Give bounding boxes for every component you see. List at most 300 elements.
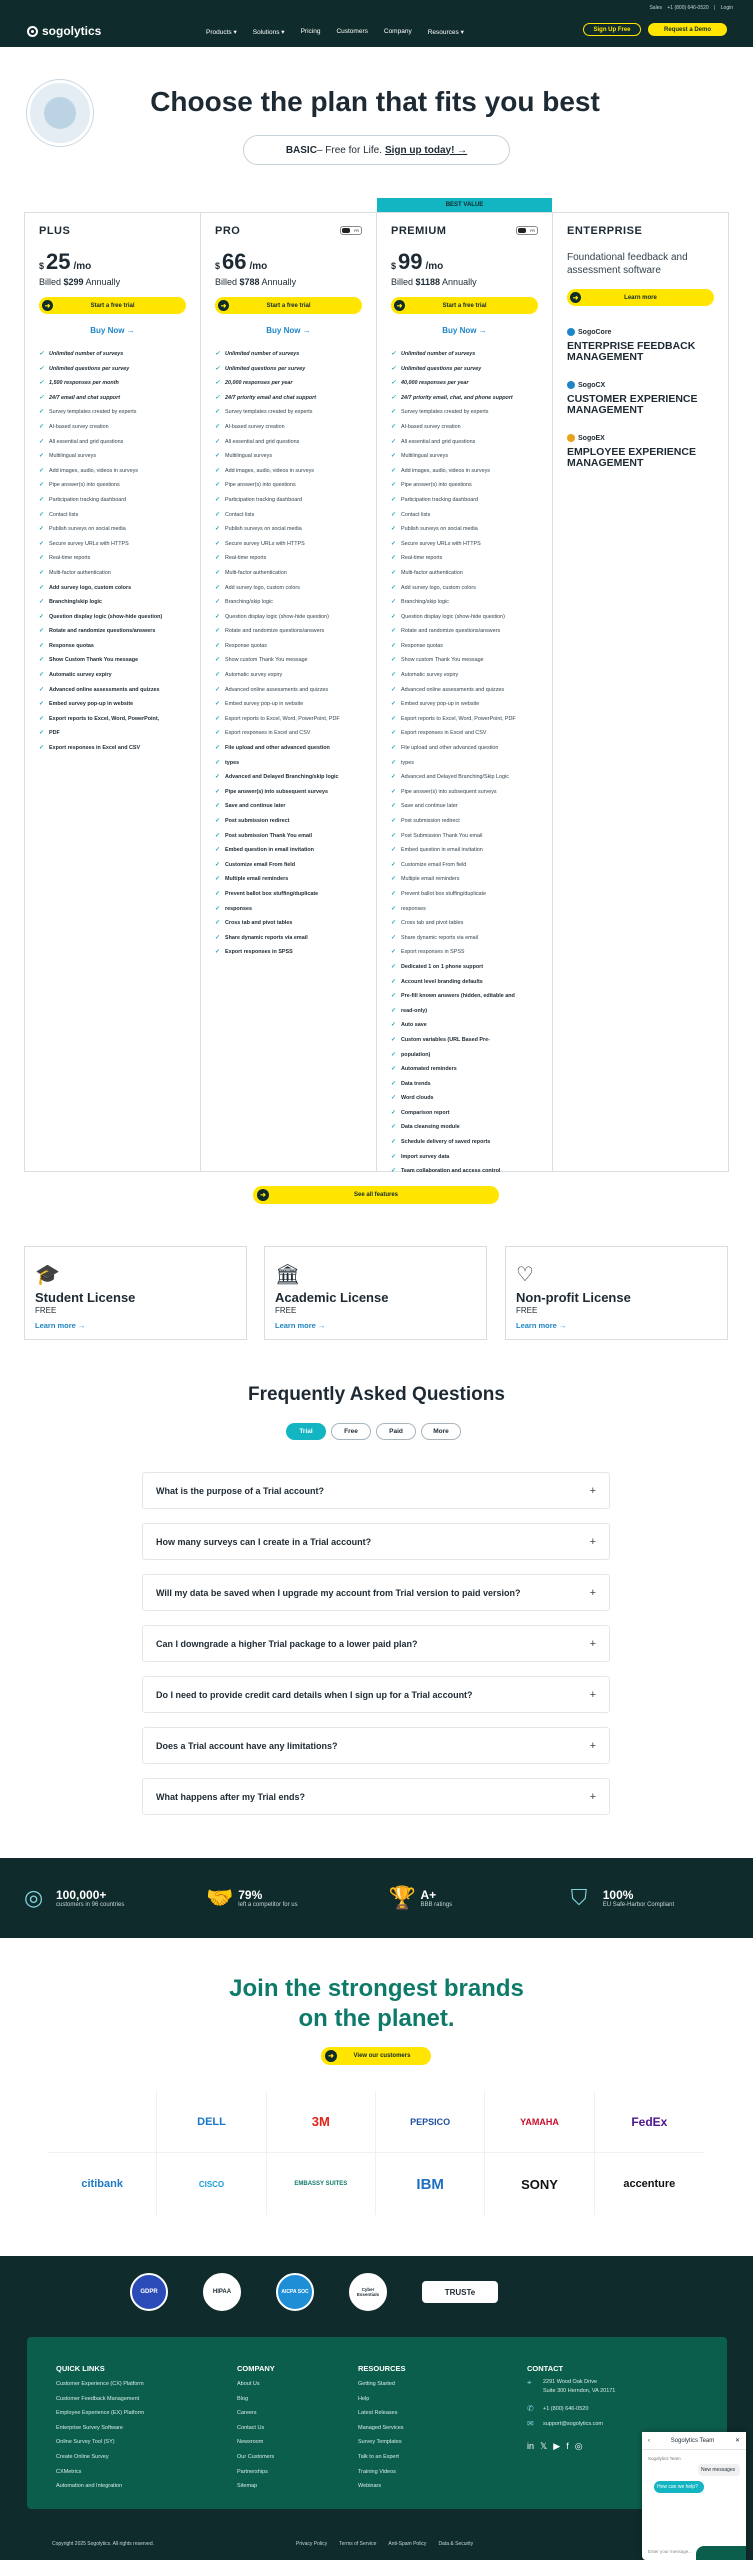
stat-rating: 🏆 A+ BBB ratings [388, 1885, 453, 1910]
feature-item: ✓ AI-based survey creation [391, 420, 538, 435]
feature-item: ✓ Multiple email reminders [215, 872, 362, 887]
footer-link[interactable]: Newsroom [237, 2439, 264, 2446]
academic-license-card[interactable]: 🏛 Academic License FREE Learn more → [264, 1246, 487, 1340]
feature-item: ✓ Contact lists [215, 508, 362, 523]
feature-item: ✓ Prevent ballot box stuffing/duplicate [215, 887, 362, 902]
pricing-table [24, 212, 729, 1175]
stat-compliance: ⛉ 100% EU Safe-Harbor Compliant [570, 1885, 675, 1910]
feature-item: ✓ Multilingual surveys [39, 449, 186, 464]
brand-logo-grid [48, 2091, 704, 2215]
shield-check-icon: ⛉ [570, 1885, 588, 1910]
feature-item: ✓ Response quotas [391, 639, 538, 654]
feature-item: ✓ Multiple email reminders [391, 872, 538, 887]
feature-item: ✓ Secure survey URLs with HTTPS [391, 537, 538, 552]
feature-item: ✓ All essential and grid questions [215, 435, 362, 450]
plan-description: Foundational feedback and assessment software [567, 252, 688, 276]
feature-item: ✓ Rotate and randomize questions/answers [391, 624, 538, 639]
enterprise-product[interactable]: SogoCX CUSTOMER EXPERIENCE MANAGEMENT [567, 381, 698, 416]
brand-logo: CISCO [157, 2153, 266, 2215]
nonprofit-license-card[interactable]: ♡ Non-profit License FREE Learn more → [505, 1246, 728, 1340]
stat-competitor: 🤝 79% left a competitor for us [206, 1885, 298, 1910]
feature-item: ✓ Survey templates created by experts [215, 405, 362, 420]
basic-signup-link[interactable]: Sign up today! → [384, 144, 468, 156]
request-demo-button[interactable]: Request a Demo [648, 23, 727, 36]
footer-link[interactable]: Talk to an Expert [358, 2453, 399, 2460]
feature-item: ✓ Branching/skip logic [391, 595, 538, 610]
feature-item: ✓ Embed question in email invitation [215, 843, 362, 858]
faq-item[interactable]: What happens after my Trial ends? + [142, 1778, 610, 1815]
feature-item: ✓ Contact lists [39, 508, 186, 523]
footer-link[interactable]: About Us [237, 2381, 260, 2387]
legal-links [296, 2541, 473, 2547]
institution-icon: 🏛 [275, 1264, 301, 1286]
feature-item: ✓ Word clouds [391, 1091, 538, 1106]
footer-link[interactable]: Latest Releases [358, 2410, 398, 2417]
best-value-badge: BEST VALUE [377, 198, 552, 212]
feature-item: ✓ Automatic survey expiry [391, 668, 538, 683]
feature-item: ✓ 1,500 responses per month [39, 376, 186, 391]
feature-item: ✓ Pipe answer(s) into questions [215, 478, 362, 493]
footer-link[interactable]: Getting Started [358, 2381, 395, 2387]
sogocore-logo-icon [567, 328, 575, 336]
nav-products[interactable]: Products ▾ [206, 29, 237, 36]
faq-item[interactable]: What is the purpose of a Trial account? + [142, 1472, 610, 1509]
feature-item: ✓ Participation tracking dashboard [215, 493, 362, 508]
faq-item[interactable]: Does a Trial account have any limitations? + [142, 1727, 610, 1764]
feature-list [39, 347, 186, 756]
footer-link[interactable]: Create Online Survey [56, 2453, 109, 2460]
feature-item: ✓ Export responses in Excel and CSV [391, 726, 538, 741]
feature-item: ✓ Export responses in SPSS [215, 945, 362, 960]
start-trial-button[interactable]: ➜ Start a free trial [391, 297, 538, 314]
feature-item: ✓ Survey templates created by experts [391, 405, 538, 420]
feature-item: ✓ Share dynamic reports via email [215, 931, 362, 946]
anti-spam-link[interactable]: Anti-Spam Policy [388, 2541, 427, 2547]
feature-item: ✓ All essential and grid questions [391, 435, 538, 450]
plan-name: PREMIUM [391, 225, 447, 237]
see-all-features-button[interactable]: ➜ See all features [253, 1186, 499, 1204]
chat-widget[interactable]: ‹ Sogolytics Team ✕ Sogolytics Team New messages How can we help? Enter your message... [642, 2432, 746, 2560]
top-navbar [0, 0, 753, 47]
feature-item: ✓ Real-time reports [391, 551, 538, 566]
footer-link[interactable]: Blog [237, 2395, 249, 2402]
feature-item: ✓ File upload and other advanced question [215, 741, 362, 756]
feature-item: ✓ Rotate and randomize questions/answers [39, 624, 186, 639]
feature-item: ✓ PDF [39, 726, 186, 741]
plan-name: ENTERPRISE [567, 225, 643, 237]
feature-item: ✓ Save and continue later [391, 799, 538, 814]
feature-item: ✓ Import survey data [391, 1150, 538, 1165]
map-pin-icon: ⌖ [527, 2378, 532, 2387]
plus-icon: + [589, 1484, 596, 1497]
feature-item: ✓ Add survey logo, custom colors [39, 581, 186, 596]
plan-price: $ 99 /mo [391, 249, 444, 274]
billing-toggle[interactable]: YR [516, 226, 538, 235]
chat-send-button[interactable] [696, 2546, 746, 2560]
plan-billed: Billed $788 Annually [215, 277, 297, 287]
chat-greeting: How can we help? [654, 2481, 704, 2493]
plan-enterprise [553, 213, 728, 1171]
feature-item: ✓ Pipe answer(s) into subsequent surveys [215, 785, 362, 800]
feature-item: ✓ Embed survey pop-up in website [215, 697, 362, 712]
handshake-icon: 🤝 [206, 1885, 234, 1910]
footer-link[interactable]: Help [358, 2395, 370, 2402]
plan-premium [377, 213, 553, 1175]
feature-item: ✓ Cross tab and pivot tables [215, 916, 362, 931]
feature-item: ✓ Schedule delivery of saved reports [391, 1135, 538, 1150]
plus-icon: + [589, 1739, 596, 1752]
feature-item: ✓ Customize email From field [391, 858, 538, 873]
heart-hand-icon: ♡ [516, 1264, 534, 1286]
feature-item: ✓ Publish surveys on social media [215, 522, 362, 537]
plus-icon: + [589, 1688, 596, 1701]
feature-item: ✓ Embed survey pop-up in website [39, 697, 186, 712]
feature-item: ✓ Question display logic (show-hide question) [391, 610, 538, 625]
feature-item: ✓ Show Custom Thank You message [39, 653, 186, 668]
arrow-right-icon: ➜ [325, 2050, 337, 2062]
contact-column: CONTACT ⌖ 2291 Wood Oak Drive Suite 300 Herndon, VA 20171 ✆ +1 (800) 646-0520 ✉ support@sogolytics.com in 𝕏 ▶ f ◎ [527, 2364, 615, 2454]
footer-link[interactable]: Managed Services [358, 2424, 404, 2431]
feature-item: ✓ Automatic survey expiry [39, 668, 186, 683]
start-trial-button[interactable]: ➜ Start a free trial [39, 297, 186, 314]
instagram-icon[interactable]: ◎ [574, 2441, 583, 2452]
tab-more[interactable]: More [421, 1423, 461, 1440]
feature-item: ✓ Unlimited questions per survey [391, 362, 538, 377]
feature-item: ✓ 24/7 email and chat support [39, 391, 186, 406]
apple-logo-icon [48, 2091, 157, 2153]
sogocx-logo-icon [567, 381, 575, 389]
linkedin-icon[interactable]: in [527, 2441, 535, 2452]
feature-item: ✓ Secure survey URLs with HTTPS [215, 537, 362, 552]
buy-now-link[interactable]: Buy Now → [266, 326, 311, 335]
start-trial-button[interactable]: ➜ Start a free trial [215, 297, 362, 314]
feature-item: ✓ Unlimited number of surveys [391, 347, 538, 362]
feature-item: ✓ Advanced and Delayed Branching/skip logic [215, 770, 362, 785]
footer-link[interactable]: Webinars [358, 2483, 382, 2490]
feature-item: ✓ Publish surveys on social media [39, 522, 186, 537]
feature-item: ✓ Show custom Thank You message [215, 653, 362, 668]
arrow-right-icon: ➜ [257, 1189, 269, 1201]
plan-name: PRO [215, 225, 241, 237]
feature-item: ✓ Advanced and Delayed Branching/Skip Logic [391, 770, 538, 785]
brand-logo: 3M [267, 2091, 376, 2153]
brand-logo: EMBASSY SUITES [267, 2153, 376, 2215]
truste-badge-icon: TRUSTe [422, 2281, 498, 2303]
feature-item: ✓ Pipe answer(s) into questions [39, 478, 186, 493]
feature-item: ✓ Show custom Thank You message [391, 653, 538, 668]
feature-item: ✓ 24/7 priority email, chat, and phone support [391, 391, 538, 406]
cyber-essentials-badge-icon: Cyber Essentials [349, 2273, 387, 2311]
feature-item: ✓ Question display logic (show-hide question) [39, 610, 186, 625]
footer-link[interactable]: Partnerships [237, 2468, 268, 2475]
feature-item: ✓ Account level branding defaults [391, 975, 538, 990]
plan-billed: Billed $1188 Annually [391, 277, 477, 287]
footer-link[interactable]: Employee Experience (EX) Platform [56, 2410, 145, 2417]
feature-item: ✓ Automated reminders [391, 1062, 538, 1077]
feature-item: ✓ Dedicated 1 on 1 phone support [391, 960, 538, 975]
footer-link[interactable]: Sitemap [237, 2483, 258, 2490]
feature-item: ✓ Multi-factor authentication [39, 566, 186, 581]
tab-free[interactable]: Free [331, 1423, 371, 1440]
footer-link[interactable]: Automation and Integration [56, 2483, 123, 2490]
brand-logo: DELL [157, 2091, 266, 2153]
feature-item: ✓ Unlimited number of surveys [215, 347, 362, 362]
sign-up-free-button[interactable]: Sign Up Free [583, 23, 641, 36]
feature-item: ✓ Pipe answer(s) into subsequent surveys [391, 785, 538, 800]
footer-link[interactable]: Customer Feedback Management [56, 2395, 140, 2402]
soc-badge-icon: AICPA SOC [276, 2273, 314, 2311]
faq-item[interactable]: Will my data be saved when I upgrade my account from Trial version to paid version? + [142, 1574, 610, 1611]
feature-item: ✓ types [391, 756, 538, 771]
feature-item: ✓ Add images, audio, videos in surveys [215, 464, 362, 479]
footer-link[interactable]: CXMetrics [56, 2468, 82, 2475]
feature-item: ✓ 20,000 responses per year [215, 376, 362, 391]
basic-text: – Free for Life. [316, 144, 382, 156]
feature-item: ✓ Unlimited questions per survey [215, 362, 362, 377]
arrow-right-icon: ➜ [570, 292, 581, 303]
tab-trial[interactable]: Trial [286, 1423, 326, 1440]
footer-link[interactable]: Our Customers [237, 2453, 275, 2460]
feature-item: ✓ Custom variables (URL Based Pre- [391, 1033, 538, 1048]
buy-now-link[interactable]: Buy Now → [90, 326, 135, 335]
x-twitter-icon[interactable]: 𝕏 [540, 2441, 548, 2452]
footer-link[interactable]: Customer Experience (CX) Platform [56, 2381, 144, 2387]
phone-link[interactable]: ✆ +1 (800) 646-0520 [527, 2402, 615, 2417]
stats-bar [0, 1858, 753, 1938]
feature-item: ✓ Question display logic (show-hide question) [215, 610, 362, 625]
learn-more-link[interactable]: Learn more → [275, 1321, 326, 1330]
email-link[interactable]: ✉ support@sogolytics.com [527, 2417, 615, 2432]
feature-item: ✓ Auto save [391, 1018, 538, 1033]
feature-item: ✓ Export reports to Excel, Word, PowerPoint, PDF [391, 712, 538, 727]
faq-item[interactable]: Do I need to provide credit card details when I sign up for a Trial account? + [142, 1676, 610, 1713]
nav-resources[interactable]: Resources ▾ [427, 29, 464, 36]
plus-icon: + [589, 1535, 596, 1548]
stat-customers: ◎ 100,000+ customers in 96 countries [24, 1885, 125, 1910]
feature-item: ✓ Post submission Thank You email [215, 829, 362, 844]
faq-item[interactable]: How many surveys can I create in a Trial account? + [142, 1523, 610, 1560]
feature-item: ✓ Contact lists [391, 508, 538, 523]
footer-link[interactable]: Careers [237, 2410, 257, 2417]
feature-item: ✓ Advanced online assessments and quizzes [39, 683, 186, 698]
plus-icon: + [589, 1586, 596, 1599]
plan-price: $ 66 /mo [215, 249, 268, 274]
feature-item: ✓ responses [215, 902, 362, 917]
enterprise-product[interactable]: SogoEX EMPLOYEE EXPERIENCE MANAGEMENT [567, 434, 696, 469]
feature-item: ✓ Add survey logo, custom colors [215, 581, 362, 596]
copyright: Copyright 2025 Sogolytics. All rights reserved. [52, 2541, 154, 2547]
feature-item: ✓ Unlimited number of surveys [39, 347, 186, 362]
nav-customers[interactable]: Customers [336, 28, 368, 35]
faq-title: Frequently Asked Questions [248, 1384, 505, 1405]
feature-item: ✓ Rotate and randomize questions/answers [215, 624, 362, 639]
feature-item: ✓ Response quotas [39, 639, 186, 654]
feature-item: ✓ Embed question in email invitation [391, 843, 538, 858]
feature-item: ✓ Post submission redirect [391, 814, 538, 829]
feature-item: ✓ Export responses in Excel and CSV [39, 741, 186, 756]
feature-item: ✓ Advanced online assessments and quizzes [215, 683, 362, 698]
sales-phone-link[interactable]: +1 (800) 646-0520 [667, 5, 709, 11]
feature-item: ✓ AI-based survey creation [39, 420, 186, 435]
chat-title: Sogolytics Team [670, 2437, 715, 2444]
footer-link[interactable]: Training Videos [358, 2468, 396, 2475]
feature-item: ✓ Export reports to Excel, Word, PowerPoint, PDF [215, 712, 362, 727]
feature-item: ✓ Publish surveys on social media [391, 522, 538, 537]
feature-item: ✓ Add survey logo, custom colors [391, 581, 538, 596]
feature-item: ✓ Participation tracking dashboard [391, 493, 538, 508]
nav-pricing[interactable]: Pricing [300, 28, 321, 35]
plus-icon: + [589, 1790, 596, 1803]
feature-item: ✓ Post Submission Thank You email [391, 829, 538, 844]
feature-item: ✓ Branching/skip logic [39, 595, 186, 610]
faq-tabs [286, 1423, 461, 1440]
gdpr-badge-icon: GDPR [130, 2273, 168, 2311]
feature-item: ✓ responses [391, 902, 538, 917]
feature-item: ✓ Branching/skip logic [215, 595, 362, 610]
footer-link[interactable]: Contact Us [237, 2424, 265, 2431]
feature-item: ✓ Comparison report [391, 1106, 538, 1121]
plan-price: $ 25 /mo [39, 249, 92, 274]
address: ⌖ 2291 Wood Oak Drive Suite 300 Herndon, VA 20171 [527, 2378, 616, 2394]
feature-item: ✓ Data cleansing module [391, 1120, 538, 1135]
feature-item: ✓ 40,000 responses per year [391, 376, 538, 391]
sales-label: Sales [649, 5, 662, 11]
plan-plus [25, 213, 201, 1171]
buy-now-link[interactable]: Buy Now → [442, 326, 487, 335]
brand-logo: citibank [48, 2153, 157, 2215]
basic-plan-banner [243, 135, 510, 165]
chat-message: New messages [698, 2464, 740, 2476]
brand-logo: FedEx [595, 2091, 704, 2153]
enterprise-product[interactable]: SogoCore ENTERPRISE FEEDBACK MANAGEMENT [567, 328, 696, 363]
billing-toggle[interactable]: YR [340, 226, 362, 235]
feature-item: ✓ Share dynamic reports via email [391, 931, 538, 946]
feature-item: ✓ Automatic survey expiry [215, 668, 362, 683]
feature-item: ✓ Multilingual surveys [391, 449, 538, 464]
tab-paid[interactable]: Paid [376, 1423, 416, 1440]
feature-item: ✓ Response quotas [215, 639, 362, 654]
feature-item: ✓ Pipe answer(s) into questions [391, 478, 538, 493]
plan-billed: Billed $299 Annually [39, 277, 121, 287]
quick-links-column: QUICK LINKS Customer Experience (CX) Platform Customer Feedback Management Employee Experience (EX) Platform Enterprise Survey Software Online Survey Tool (SY) Create Online Survey CXMetrics Automation and Integration [56, 2364, 144, 2494]
feature-item: ✓ Post submission redirect [215, 814, 362, 829]
arrow-right-icon: ➜ [218, 300, 229, 311]
login-link[interactable]: Login [720, 5, 733, 11]
youtube-icon[interactable]: ▶ [553, 2441, 561, 2452]
feature-item: ✓ Cross tab and pivot tables [391, 916, 538, 931]
feature-item: ✓ Export reports to Excel, Word, PowerPoint, [39, 712, 186, 727]
graduation-cap-icon: 🎓 [35, 1264, 60, 1286]
feature-item: ✓ Save and continue later [215, 799, 362, 814]
top-contact-strip: Sales +1 (800) 646-0520 | Login [649, 5, 733, 11]
arrow-right-icon: ➜ [42, 300, 53, 311]
feature-item: ✓ Pre-fill known answers (hidden, editable and [391, 989, 538, 1004]
feature-item: ✓ population) [391, 1048, 538, 1063]
feature-item: ✓ Embed survey pop-up in website [391, 697, 538, 712]
feature-item: ✓ 24/7 priority email and chat support [215, 391, 362, 406]
feature-item: ✓ Export responses in SPSS [391, 945, 538, 960]
feature-list [391, 347, 538, 1179]
nav-company[interactable]: Company [383, 28, 412, 35]
brand-logo: accenture [623, 2178, 676, 2190]
feature-item: ✓ Customize email From field [215, 858, 362, 873]
logo-mark-icon [27, 26, 38, 37]
award-seal-icon [27, 80, 93, 146]
data-security-link[interactable]: Data & Security [438, 2541, 474, 2547]
feature-item: ✓ AI-based survey creation [215, 420, 362, 435]
learn-more-link[interactable]: Learn more → [516, 1321, 567, 1330]
brand-logo: IBM [376, 2153, 485, 2215]
privacy-link[interactable]: Privacy Policy [296, 2541, 328, 2547]
feature-item: ✓ Add images, audio, videos in surveys [391, 464, 538, 479]
feature-item: ✓ All essential and grid questions [39, 435, 186, 450]
plus-icon: + [589, 1637, 596, 1650]
learn-more-link[interactable]: Learn more → [35, 1321, 86, 1330]
plan-pro [201, 213, 377, 1171]
feature-item: ✓ Multilingual surveys [215, 449, 362, 464]
feature-item: ✓ Export responses in Excel and CSV [215, 726, 362, 741]
feature-item: ✓ Survey templates created by experts [39, 405, 186, 420]
feature-item: ✓ Secure survey URLs with HTTPS [39, 537, 186, 552]
student-license-card[interactable]: 🎓 Student License FREE Learn more → [24, 1246, 247, 1340]
feature-item: ✓ Real-time reports [39, 551, 186, 566]
feature-item: ✓ Unlimited questions per survey [39, 362, 186, 377]
faq-item[interactable]: Can I downgrade a higher Trial package to a lower paid plan? + [142, 1625, 610, 1662]
plan-name: PLUS [39, 225, 71, 237]
learn-more-button[interactable]: ➜ Learn more [567, 289, 714, 306]
hipaa-badge-icon: HIPAA [203, 2273, 241, 2311]
chat-back-icon[interactable]: ‹ [648, 2437, 650, 2444]
feature-item: ✓ Real-time reports [215, 551, 362, 566]
mail-icon: ✉ [527, 2418, 534, 2428]
footer-link[interactable]: Enterprise Survey Software [56, 2424, 123, 2431]
feature-item: ✓ Multi-factor authentication [215, 566, 362, 581]
feature-item: ✓ File upload and other advanced question [391, 741, 538, 756]
feature-item: ✓ Participation tracking dashboard [39, 493, 186, 508]
feature-item: ✓ Multi-factor authentication [391, 566, 538, 581]
view-customers-button[interactable]: ➜ View our customers [321, 2047, 431, 2065]
globe-icon: ◎ [24, 1885, 44, 1910]
footer-link[interactable]: Online Survey Tool (SY) [56, 2439, 115, 2446]
footer-link[interactable]: Survey Templates [358, 2439, 402, 2446]
feature-item: ✓ types [215, 756, 362, 771]
arrow-right-icon: ➜ [394, 300, 405, 311]
chat-input[interactable]: Enter your message... [648, 2549, 693, 2554]
compliance-badges [130, 2273, 498, 2311]
trophy-icon: 🏆 [388, 1885, 416, 1910]
brands-heading: Join the strongest brands on the planet. [229, 1975, 524, 2032]
feature-item: ✓ Data trends [391, 1077, 538, 1092]
resources-column: RESOURCES Getting Started Help Latest Releases Managed Services Survey Templates Talk to an Expert Training Videos Webinars [358, 2364, 406, 2494]
nav-solutions[interactable]: Solutions ▾ [252, 29, 285, 36]
feature-item: ✓ read-only) [391, 1004, 538, 1019]
close-icon[interactable]: ✕ [734, 2438, 740, 2444]
feature-item: ✓ Advanced online assessments and quizzes [391, 683, 538, 698]
social-links [527, 2439, 615, 2454]
phone-icon: ✆ [527, 2404, 534, 2413]
feature-item: ✓ Add images, audio, videos in surveys [39, 464, 186, 479]
facebook-icon[interactable]: f [566, 2441, 569, 2452]
sogoex-logo-icon [567, 434, 575, 442]
feature-item: ✓ Team collaboration and access control [391, 1164, 538, 1179]
page-title: Choose the plan that fits you best [150, 86, 600, 117]
sogolytics-logo[interactable]: sogolytics [27, 24, 101, 38]
feature-list [215, 347, 362, 960]
brand-logo: SONY [485, 2153, 594, 2215]
basic-label: BASIC [285, 144, 317, 156]
terms-link[interactable]: Terms of Service [339, 2541, 377, 2547]
feature-item: ✓ Prevent ballot box stuffing/duplicate [391, 887, 538, 902]
